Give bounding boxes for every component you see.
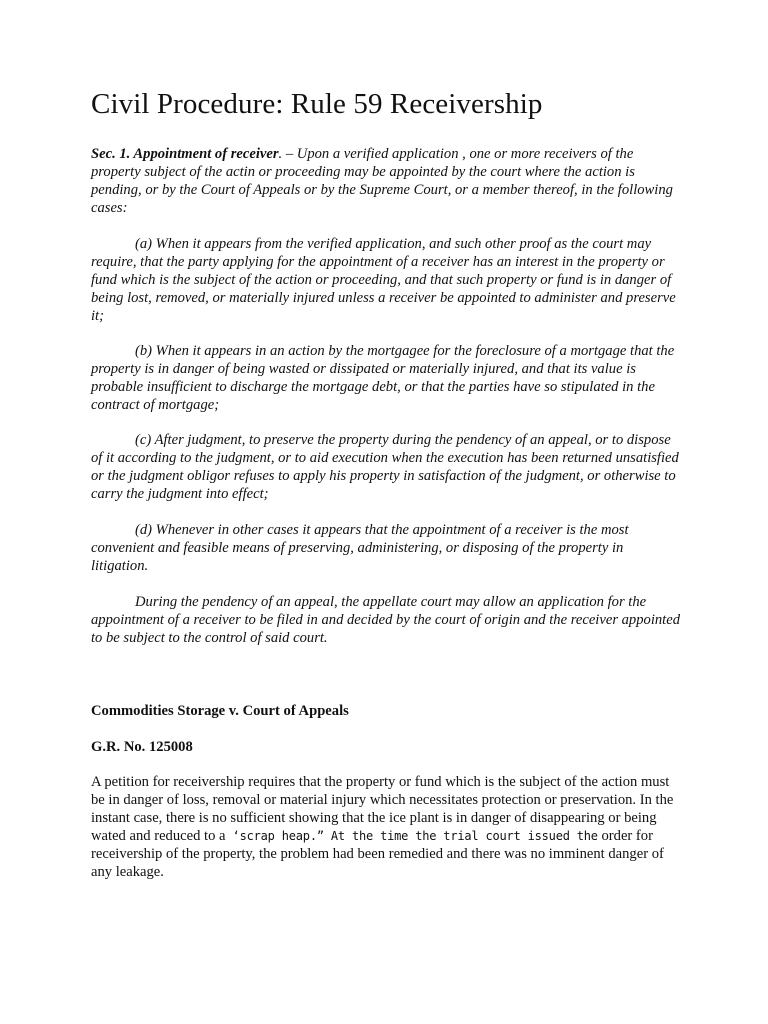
gr-number: G.R. No. 125008 [91, 739, 193, 755]
clause-c: (c) After judgment, to preserve the property during the pendency of an appeal, or to dispose of it according to the judgment, or to aid execution when the execution has been returned unsatisfied or the judgment obligor refuses to apply his property in satisfaction of the judgment, or otherwise to carry the judgment into effect; [91, 432, 679, 502]
case-summary-part1: A petition for receivership requires that the property or fund which is the subject of the action must be in danger of loss, removal or material injury which necessitates protection or preservation. In the instant case, there is no sufficient showing that the ice plant is in danger of disappearing or being wated and reduced to a [91, 774, 674, 844]
section-1-separator: . – [278, 146, 297, 162]
case-summary [91, 774, 681, 881]
clause-a: (a) When it appears from the verified application, and such other proof as the court may require, that the party applying for the appointment of a receiver has an interest in the property or fund which is the subject of the action or proceeding, and that such property or fund is in danger of being lost, removed, or materially injured unless a receiver be appointed to administer and preserve it; [91, 236, 676, 324]
clause-d: (d) Whenever in other cases it appears that the appointment of a receiver is the most convenient and feasible means of preserving, administering, or disposing of the property in litigation. [91, 522, 629, 574]
clause-b: (b) When it appears in an action by the mortgagee for the foreclosure of a mortgage that the property is in danger of being wasted or dissipated or materially injured, and that its value is probable insufficient to discharge the mortgage debt, or that the parties have so stipulated in the contract of mortgage; [91, 343, 675, 413]
pendency-paragraph: During the pendency of an appeal, the appellate court may allow an application for the appointment of a receiver to be filed in and decided by the court of origin and the receiver appointed to be subject to the control of said court. [91, 594, 681, 646]
case-name: Commodities Storage v. Court of Appeals [91, 703, 349, 719]
case-summary-part2: ‘scrap heap.” At the time the trial court issued the [225, 828, 598, 843]
section-1-body: Upon a verified application , one or more receivers of the property subject of the actin or proceeding may be appointed by the court where the action is pending, or by the Court of Appeals or by the Supreme Court, or a member thereof, in the following cases: [91, 146, 673, 216]
case-summary-part3: order for receivership of the property, the problem had been remedied and there was no imminent danger of any leakage. [91, 827, 664, 880]
section-1-heading: Sec. 1. Appointment of receiver [91, 146, 279, 162]
section-1-paragraph [91, 146, 681, 218]
document-title: Civil Procedure: Rule 59 Receivership [91, 88, 543, 120]
